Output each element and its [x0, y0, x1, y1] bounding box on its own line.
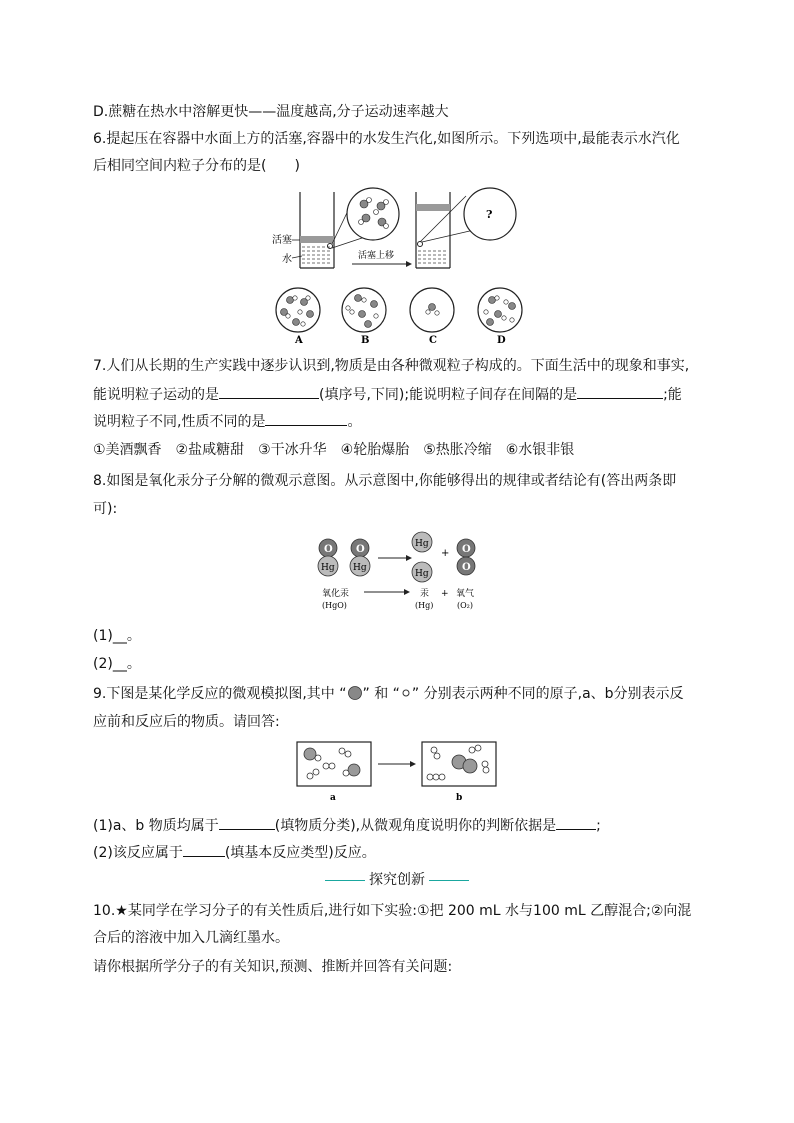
- section-title-explore: [0, 870, 794, 890]
- q7-text-d: 说明粒子不同,性质不同的是: [93, 414, 266, 430]
- q6-zoom-after: [420, 188, 516, 242]
- q9-text-b: ” 和 “: [362, 686, 400, 702]
- q6-option-d: [478, 288, 522, 332]
- q8-name-hgo: 氧化汞: [322, 589, 350, 599]
- q7-options: ①美酒飘香 ②盐咸糖甜 ③干冰升华 ④轮胎爆胎 ⑤热胀冷缩 ⑥水银非银: [93, 442, 575, 458]
- q6-label-move: 活塞上移: [358, 251, 395, 261]
- q6-zoom-before: [332, 188, 399, 248]
- section-title-line-left: [325, 880, 365, 881]
- section-title-line-right: [429, 880, 469, 881]
- q6-option-d-label: D: [497, 335, 506, 346]
- q8-atom-o-4: O: [462, 562, 471, 573]
- q8-line1: 8.如图是氧化汞分子分解的微观示意图。从示意图中,你能够得出的规律或者结论有(答出两条即: [93, 473, 677, 489]
- q7-text-e: 。: [347, 414, 362, 430]
- q8-plus-1: +: [441, 548, 450, 559]
- q6-option-c: [410, 288, 454, 332]
- q8-figure: [310, 530, 490, 614]
- q9-sub1-text-a: (1)a、b 物质均属于: [93, 818, 219, 834]
- q9-sub1-text-b: (填物质分类),从微观角度说明你的判断依据是: [274, 818, 557, 834]
- q7-text-a: 能说明粒子运动的是: [93, 387, 219, 403]
- q9-label-a: a: [330, 793, 336, 803]
- q10-line3: 请你根据所学分子的有关知识,预测、推断并回答有关问题:: [93, 959, 453, 975]
- q9-blank-3[interactable]: [183, 842, 225, 857]
- q8-plus-2: +: [441, 589, 449, 599]
- q9-sub2: [93, 842, 376, 863]
- q9-text-a: 9.下图是某化学反应的微观模拟图,其中 “: [93, 686, 347, 702]
- q9-line1: [93, 684, 684, 704]
- q9-figure: [296, 738, 502, 804]
- q9-sub2-text-a: (2)该反应属于: [93, 845, 183, 861]
- q9-label-b: b: [456, 793, 463, 803]
- q8-atom-o-2: O: [356, 544, 365, 555]
- q6-stem-line2: 后相同空间内粒子分布的是( ): [93, 158, 300, 174]
- q7-text-b: (填序号,下同);能说明粒子间存在间隔的是: [319, 387, 578, 403]
- q10-line2: 合后的溶液中加入几滴红墨水。: [93, 930, 289, 946]
- q6-option-b: [342, 288, 386, 332]
- q8-atom-o-1: O: [324, 544, 333, 555]
- q6-label-piston: 活塞: [272, 235, 292, 246]
- q7-text-c: ;能: [663, 387, 682, 403]
- q6-figure: [270, 186, 540, 346]
- q8-atom-hg-3: Hg: [415, 539, 429, 549]
- q8-hgo-molecule-1: [318, 539, 338, 576]
- q8-name-o2: 氧气: [456, 589, 475, 599]
- q9-text-c: ” 分别表示两种不同的原子,a、b分别表示反: [411, 686, 684, 702]
- q7-line2: [93, 384, 682, 405]
- q8-o2-molecule: [457, 539, 475, 575]
- q8-answer-1: (1)__。: [93, 628, 141, 644]
- q7-blank-1[interactable]: [219, 384, 319, 399]
- q8-atom-hg-1: Hg: [321, 563, 335, 573]
- q9-sub2-text-b: (填基本反应类型)反应。: [224, 845, 376, 861]
- q8-formula-o2: (O₂): [457, 601, 474, 610]
- q7-line3: [93, 411, 361, 432]
- q7-blank-3[interactable]: [265, 411, 347, 426]
- q6-label-water: 水: [282, 254, 292, 265]
- q9-blank-1[interactable]: [219, 815, 275, 830]
- q5-option-d: D.蔗糖在热水中溶解更快——温度越高,分子运动速率越大: [93, 104, 449, 120]
- q6-option-b-label: B: [361, 335, 370, 346]
- small-atom-icon: [400, 685, 412, 701]
- q6-option-c-label: C: [429, 335, 437, 346]
- q8-name-hg: 汞: [420, 589, 430, 599]
- q6-stem-line1: 6.提起压在容器中水面上方的活塞,容器中的水发生汽化,如图所示。下列选项中,最能表示水汽化: [93, 131, 680, 147]
- q8-atom-o-3: O: [462, 544, 471, 555]
- q7-line1: 7.人们从长期的生产实践中逐步认识到,物质是由各种微观粒子构成的。下面生活中的现象和事实,: [93, 358, 690, 374]
- large-atom-icon: [347, 685, 363, 701]
- q8-answer-2: (2)__。: [93, 656, 141, 672]
- q8-formula-hg: (Hg): [415, 601, 434, 610]
- q8-hgo-molecule-2: [350, 539, 370, 576]
- q6-option-a: [276, 288, 320, 332]
- q9-sub1: [93, 815, 601, 836]
- q7-blank-2[interactable]: [577, 384, 663, 399]
- q6-container-before: [300, 192, 334, 268]
- section-title-text: 探究创新: [369, 872, 425, 888]
- q6-container-after: [416, 192, 450, 268]
- q9-line2: 应前和反应后的物质。请回答:: [93, 714, 280, 730]
- q6-question-mark: ?: [486, 208, 493, 221]
- q10-line1: 10.★某同学在学习分子的有关性质后,进行如下实验:①把 200 mL 水与100 mL 乙醇混合;②向混: [93, 903, 692, 919]
- q8-line2: 可):: [93, 501, 118, 517]
- q8-atom-hg-2: Hg: [353, 563, 367, 573]
- q8-atom-hg-4: Hg: [415, 569, 429, 579]
- q9-blank-2[interactable]: [556, 815, 596, 830]
- q6-option-a-label: A: [295, 335, 303, 346]
- q8-hg-atoms: [412, 532, 432, 582]
- q8-formula-hgo: (HgO): [322, 601, 347, 610]
- q9-sub1-text-c: ;: [596, 818, 601, 834]
